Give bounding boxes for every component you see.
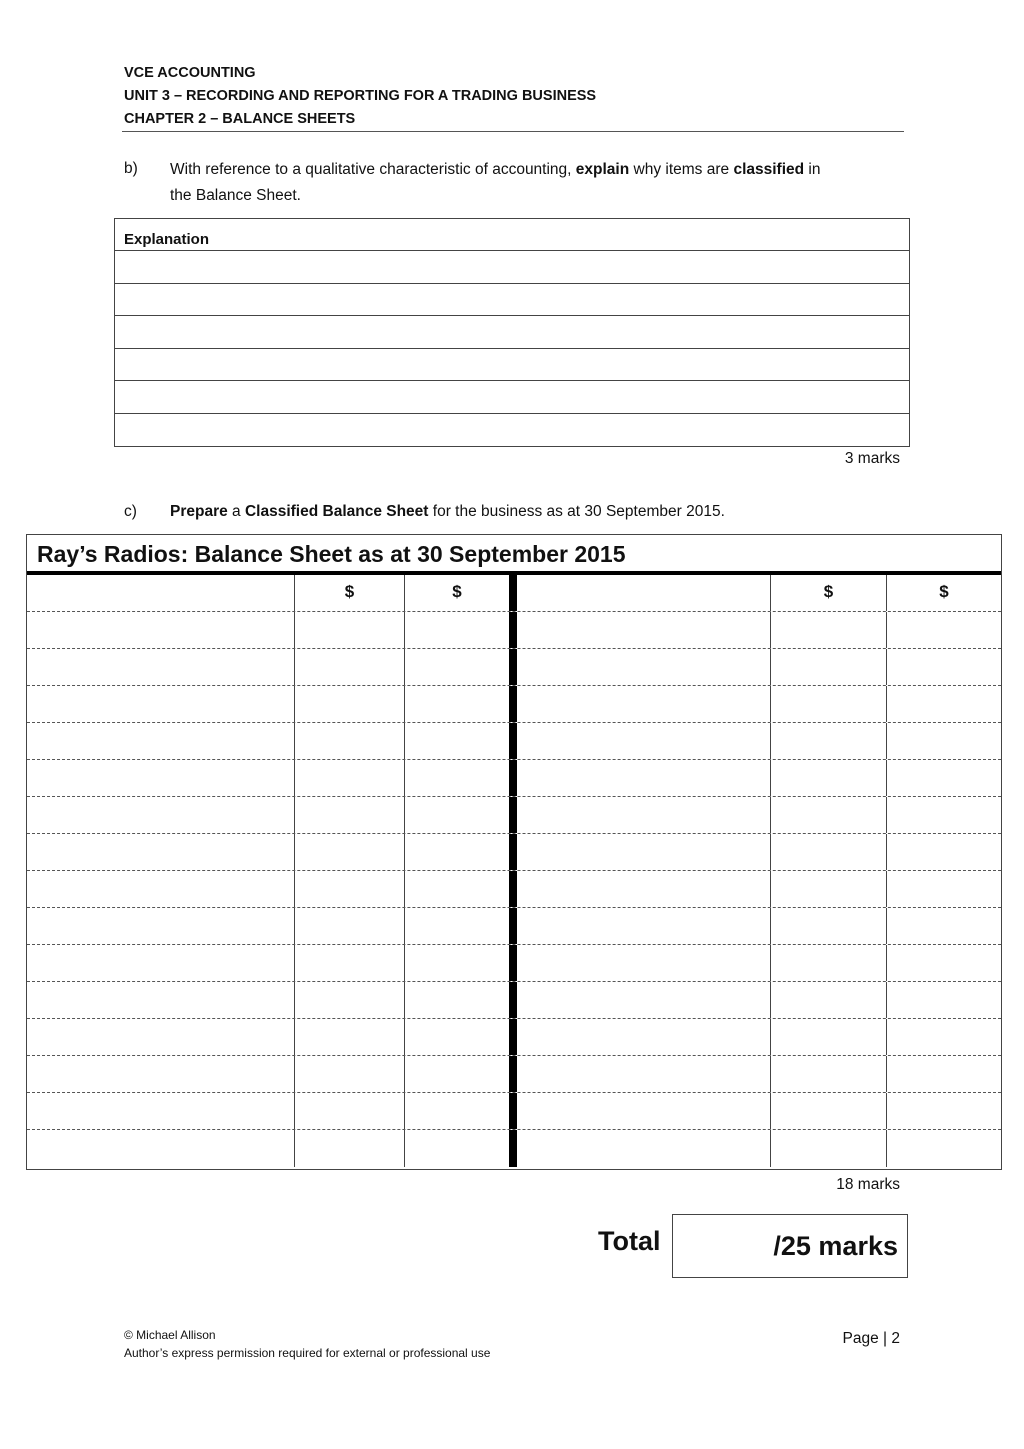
explanation-answer-line[interactable] xyxy=(115,251,909,284)
asset-total-cell[interactable] xyxy=(405,723,513,759)
question-b-bold-explain: explain xyxy=(575,161,630,178)
explanation-answer-line[interactable] xyxy=(115,381,909,414)
explanation-heading: Explanation xyxy=(115,219,909,251)
liability-item-cell[interactable] xyxy=(513,871,771,907)
asset-item-cell[interactable] xyxy=(27,982,295,1018)
liability-total-cell[interactable] xyxy=(887,945,1001,981)
liability-item-cell[interactable] xyxy=(513,760,771,796)
asset-amount-cell[interactable] xyxy=(295,1130,405,1167)
asset-total-cell[interactable] xyxy=(405,686,513,722)
asset-total-cell[interactable] xyxy=(405,797,513,833)
liability-item-cell[interactable] xyxy=(513,982,771,1018)
balance-sheet-row xyxy=(27,834,1001,871)
asset-total-cell[interactable] xyxy=(405,1019,513,1055)
asset-total-cell[interactable] xyxy=(405,1056,513,1092)
document-header xyxy=(124,62,596,131)
explanation-table xyxy=(114,218,910,447)
liability-amount-cell[interactable] xyxy=(771,982,887,1018)
asset-amount-cell[interactable] xyxy=(295,1056,405,1092)
liability-item-cell[interactable] xyxy=(513,1019,771,1055)
header-chapter: CHAPTER 2 – BALANCE SHEETS xyxy=(124,111,356,127)
question-c-bold-prepare: Prepare xyxy=(170,503,228,520)
liability-amount-cell[interactable] xyxy=(771,908,887,944)
liability-amount-cell[interactable] xyxy=(771,1056,887,1092)
asset-item-cell[interactable] xyxy=(27,612,295,648)
total-label: Total xyxy=(598,1226,661,1256)
balance-sheet-header-row xyxy=(27,575,1001,612)
liability-item-cell[interactable] xyxy=(513,1130,771,1167)
question-c-text-2: for the business as at 30 September 2015. xyxy=(428,503,725,520)
asset-item-cell[interactable] xyxy=(27,760,295,796)
liability-item-cell[interactable] xyxy=(513,1056,771,1092)
question-c-bold-classified-balance-sheet: Classified Balance Sheet xyxy=(244,503,429,520)
balance-sheet-row xyxy=(27,612,1001,649)
liability-amount-cell[interactable] xyxy=(771,723,887,759)
liability-total-cell[interactable] xyxy=(887,760,1001,796)
asset-total-cell[interactable] xyxy=(405,649,513,685)
balance-sheet-row xyxy=(27,1019,1001,1056)
question-c-text xyxy=(170,499,910,525)
balance-sheet-row xyxy=(27,1093,1001,1130)
question-b-text xyxy=(170,157,910,209)
liability-item-cell[interactable] xyxy=(513,797,771,833)
question-b-text-line2: the Balance Sheet. xyxy=(170,187,301,204)
asset-amount-cell[interactable] xyxy=(295,908,405,944)
asset-item-cell[interactable] xyxy=(27,1019,295,1055)
asset-total-cell[interactable] xyxy=(405,982,513,1018)
asset-item-cell[interactable] xyxy=(27,723,295,759)
asset-total-cell[interactable] xyxy=(405,1130,513,1167)
asset-item-cell[interactable] xyxy=(27,649,295,685)
liability-amount-cell[interactable] xyxy=(771,834,887,870)
asset-total-cell[interactable] xyxy=(405,760,513,796)
liability-amount-cell[interactable] xyxy=(771,945,887,981)
page-number: Page | 2 xyxy=(842,1330,900,1347)
liability-amount-cell[interactable] xyxy=(771,871,887,907)
liability-total-cell[interactable] xyxy=(887,908,1001,944)
asset-amount-cell[interactable] xyxy=(295,686,405,722)
asset-item-cell[interactable] xyxy=(27,1093,295,1129)
liability-amount-cell[interactable] xyxy=(771,612,887,648)
explanation-answer-line[interactable] xyxy=(115,284,909,317)
asset-amount-cell[interactable] xyxy=(295,871,405,907)
balance-sheet-grid xyxy=(27,575,1001,1169)
asset-item-cell[interactable] xyxy=(27,908,295,944)
balance-sheet-row xyxy=(27,723,1001,760)
asset-amount-cell[interactable] xyxy=(295,945,405,981)
liability-total-cell[interactable] xyxy=(887,871,1001,907)
asset-amount-cell[interactable] xyxy=(295,723,405,759)
liability-amount-cell[interactable] xyxy=(771,797,887,833)
question-b-text-2: why items are xyxy=(629,161,734,178)
total-marks-box[interactable]: /25 marks xyxy=(672,1214,908,1278)
liability-amount-cell[interactable] xyxy=(771,649,887,685)
liability-item-cell[interactable] xyxy=(513,649,771,685)
asset-amount-cell[interactable] xyxy=(295,1019,405,1055)
asset-amount-cell[interactable] xyxy=(295,834,405,870)
liabilities-dollar-header-2: $ xyxy=(939,582,949,601)
liability-amount-cell[interactable] xyxy=(771,760,887,796)
liability-total-cell[interactable] xyxy=(887,982,1001,1018)
liability-amount-cell[interactable] xyxy=(771,1093,887,1129)
liability-item-cell[interactable] xyxy=(513,945,771,981)
liability-item-cell[interactable] xyxy=(513,612,771,648)
asset-total-cell[interactable] xyxy=(405,945,513,981)
footer-permission: Author’s express permission required for external or professional use xyxy=(124,1346,491,1360)
liability-item-cell[interactable] xyxy=(513,834,771,870)
question-b-text-1: With reference to a qualitative characteristic of accounting, xyxy=(170,161,576,178)
liability-amount-cell[interactable] xyxy=(771,686,887,722)
asset-item-cell[interactable] xyxy=(27,797,295,833)
asset-amount-cell[interactable] xyxy=(295,797,405,833)
balance-sheet-row xyxy=(27,649,1001,686)
asset-total-cell[interactable] xyxy=(405,871,513,907)
balance-sheet-row xyxy=(27,1056,1001,1093)
explanation-answer-line[interactable] xyxy=(115,414,909,447)
question-c-text-1: a xyxy=(227,503,245,520)
balance-sheet-row xyxy=(27,945,1001,982)
balance-sheet-row xyxy=(27,982,1001,1019)
balance-sheet-row xyxy=(27,871,1001,908)
liabilities-dollar-header-1: $ xyxy=(771,575,887,611)
liability-item-cell[interactable] xyxy=(513,1093,771,1129)
asset-amount-cell[interactable] xyxy=(295,760,405,796)
liability-item-cell[interactable] xyxy=(513,723,771,759)
asset-total-cell[interactable] xyxy=(405,908,513,944)
liability-amount-cell[interactable] xyxy=(771,1130,887,1167)
liability-item-cell[interactable] xyxy=(513,686,771,722)
balance-sheet-row xyxy=(27,760,1001,797)
asset-item-cell[interactable] xyxy=(27,1130,295,1167)
liability-total-cell[interactable] xyxy=(887,1130,1001,1167)
asset-amount-cell[interactable] xyxy=(295,982,405,1018)
asset-item-cell[interactable] xyxy=(27,686,295,722)
balance-sheet-title: Ray’s Radios: Balance Sheet as at 30 September 2015 xyxy=(27,535,1001,575)
question-c-label: c) xyxy=(124,503,137,520)
liability-item-cell[interactable] xyxy=(513,908,771,944)
balance-sheet-table xyxy=(26,534,1002,1170)
explanation-answer-line[interactable] xyxy=(115,349,909,382)
header-unit: UNIT 3 – RECORDING AND REPORTING FOR A TRADING BUSINESS xyxy=(124,88,597,104)
asset-amount-cell[interactable] xyxy=(295,1093,405,1129)
assets-item-header xyxy=(27,575,295,611)
question-b-label: b) xyxy=(124,160,138,177)
header-subject: VCE ACCOUNTING xyxy=(124,65,256,81)
liability-total-cell[interactable] xyxy=(887,797,1001,833)
asset-item-cell[interactable] xyxy=(27,945,295,981)
question-b-bold-classified: classified xyxy=(733,161,805,178)
asset-amount-cell[interactable] xyxy=(295,612,405,648)
header-divider xyxy=(122,131,904,132)
balance-sheet-row xyxy=(27,686,1001,723)
liability-total-cell[interactable] xyxy=(887,612,1001,648)
liability-total-cell[interactable] xyxy=(887,1056,1001,1092)
asset-total-cell[interactable] xyxy=(405,834,513,870)
asset-item-cell[interactable] xyxy=(27,834,295,870)
assets-dollar-header-1: $ xyxy=(295,575,405,611)
liability-total-cell[interactable] xyxy=(887,1019,1001,1055)
liability-total-cell[interactable] xyxy=(887,649,1001,685)
liabilities-item-header xyxy=(513,575,771,611)
marks-b: 3 marks xyxy=(844,450,900,467)
asset-total-cell[interactable] xyxy=(405,1093,513,1129)
liability-total-cell[interactable] xyxy=(887,1093,1001,1129)
liability-amount-cell[interactable] xyxy=(771,1019,887,1055)
assets-dollar-header-2: $ xyxy=(405,575,513,611)
asset-amount-cell[interactable] xyxy=(295,649,405,685)
liability-total-cell[interactable] xyxy=(887,686,1001,722)
asset-item-cell[interactable] xyxy=(27,1056,295,1092)
liability-total-cell[interactable] xyxy=(887,834,1001,870)
liability-total-cell[interactable] xyxy=(887,723,1001,759)
question-b-text-3: in xyxy=(804,161,821,178)
footer-copyright: © Michael Allison xyxy=(124,1328,216,1342)
balance-sheet-row xyxy=(27,908,1001,945)
explanation-answer-line[interactable] xyxy=(115,316,909,349)
asset-item-cell[interactable] xyxy=(27,871,295,907)
asset-total-cell[interactable] xyxy=(405,612,513,648)
balance-sheet-row xyxy=(27,1130,1001,1167)
balance-sheet-row xyxy=(27,797,1001,834)
marks-c: 18 marks xyxy=(836,1176,900,1193)
